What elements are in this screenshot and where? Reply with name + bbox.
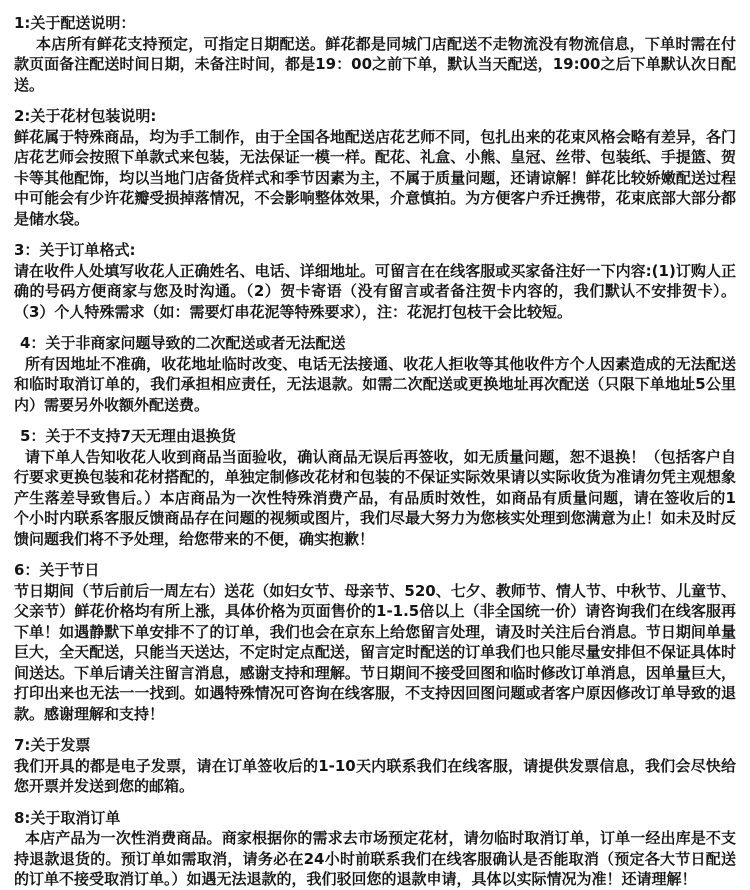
section-heading-cancel-order: 8:关于取消订单 xyxy=(14,808,121,827)
section-heading-invoice: 7:关于发票 xyxy=(14,736,91,754)
section-delivery xyxy=(14,13,736,95)
section-body-order-format: 请在收件人处填写收花人正确姓名、电话、详细地址。可留言在在线客服或买家备注好一下内容:(1)订购人正确的号码方便商家与您及时沟通。（2）贺卡寄语（没有留言或者备注贺卡内容的，我们默认不安排贺卡）。（3）个人特殊需求（如：需要灯串花泥等特殊要求），注：花泥打包枝干会比较短。 xyxy=(14,261,736,321)
section-body-cancel-order: 本店产品为一次性消费商品。商家根据你的需求去市场预定花材，请勿临时取消订单，订单一经出库是不支持退款退货的。预订单如需取消，请务必在24小时前联系我们在线客服确认是否能取消（预定各大节日配送的订单不接受取消订单。）如遇无法退款的，我们驳回您的退款申请，具体以实际情况为准！还请理解！ xyxy=(14,829,736,888)
section-holidays xyxy=(14,560,736,724)
section-heading-delivery: 1:关于配送说明： xyxy=(14,14,136,32)
section-order-format xyxy=(14,240,736,322)
section-heading-holidays: 6：关于节日 xyxy=(14,561,100,579)
section-no-return-policy xyxy=(14,426,736,549)
section-body-holidays: 节日期间（节后前后一周左右）送花（如妇女节、母亲节、520、七夕、教师节、情人节、中秋节、儿童节、父亲节）鲜花价格均有所上涨，具体价格为页面售价的1-1.5倍以上（非全国统一价）请咨询我们在线客服再下单！如遇静默下单安排不了的订单，我们也会在京东上给您留言处理，请及时关注后台消息。节日期间单量巨大，全天配送，只能当天送达，不定时定点配送，留言定时配送的订单我们也只能尽量安排但不保证具体时间送达。下单后请关注留言消息，感谢支持和理解。节日期间不接受回图和临时修改订单消息，因单量巨大，打印出来也无法一一找到。如遇特殊情况可咨询在线客服，不支持因回图问题或者客户原因修改订单导致的退款。感谢理解和支持！ xyxy=(14,581,736,723)
section-heading-redelivery: 4：关于非商家问题导致的二次配送或者无法配送 xyxy=(20,334,346,352)
section-packaging xyxy=(14,106,736,229)
section-body-packaging: 鲜花属于特殊商品，均为手工制作，由于全国各地配送店花艺师不同，包扎出来的花束风格会略有差异，各门店花艺师会按照下单款式来包装，无法保证一模一样。配花、礼盒、小熊、皇冠、丝带、包装纸、手提篮、贺卡等其他配饰，均以当地门店备货样式和季节因素为主，不属于质量问题，还请谅解！鲜花比较娇嫩配送过程中可能会有少许花瓣受损掉落情况，不会影响整体效果，介意慎拍。为方便客户乔迁携带，花束底部大部分都是储水袋。 xyxy=(14,127,736,228)
section-body-no-return-policy: 请下单人告知收花人收到商品当面验收，确认商品无误后再签收，如无质量问题，恕不退换！（包括客户自行要求更换包装和花材搭配的，单独定制修改花材和包装的不保证实际效果请以实际收货为准请勿凭主观想象产生落差导致售后。）本店商品为一次性特殊消费产品，有品质时效性，如商品有质量问题，请在签收后的1个小时内联系客服反馈商品存在问题的视频或图片，我们尽最大努力为您核实处理到您满意为止！如未及时反馈问题我们将不予处理，给您带来的不便，确实抱歉！ xyxy=(14,447,736,548)
section-redelivery xyxy=(14,333,736,415)
section-body-redelivery: 所有因地址不准确，收花地址临时改变、电话无法接通、收花人拒收等其他收件方个人因素造成的无法配送和临时取消订单的，我们承担相应责任，无法退款。如需二次配送或更换地址再次配送（只限下单地址5公里内）需要另外收额外配送费。 xyxy=(14,354,736,414)
section-heading-packaging: 2:关于花材包装说明: xyxy=(14,107,157,125)
section-body-invoice: 我们开具的都是电子发票，请在订单签收后的1-10天内联系我们在线客服，请提供发票信息，我们会尽快给您开票并发送到您的邮箱。 xyxy=(14,756,736,795)
section-invoice xyxy=(14,735,736,797)
section-heading-order-format: 3：关于订单格式: xyxy=(14,241,136,259)
section-heading-no-return-policy: 5：关于不支持7天无理由退换货 xyxy=(20,427,236,445)
section-cancel-order xyxy=(14,808,736,890)
section-body-delivery: 本店所有鲜花支持预定，可指定日期配送。鲜花都是同城门店配送不走物流没有物流信息，下单时需在付款页面备注配送时间日期，未备注时间，都是19：00之前下单，默认当天配送，19:00之后下单默认次日配送。 xyxy=(14,34,736,94)
